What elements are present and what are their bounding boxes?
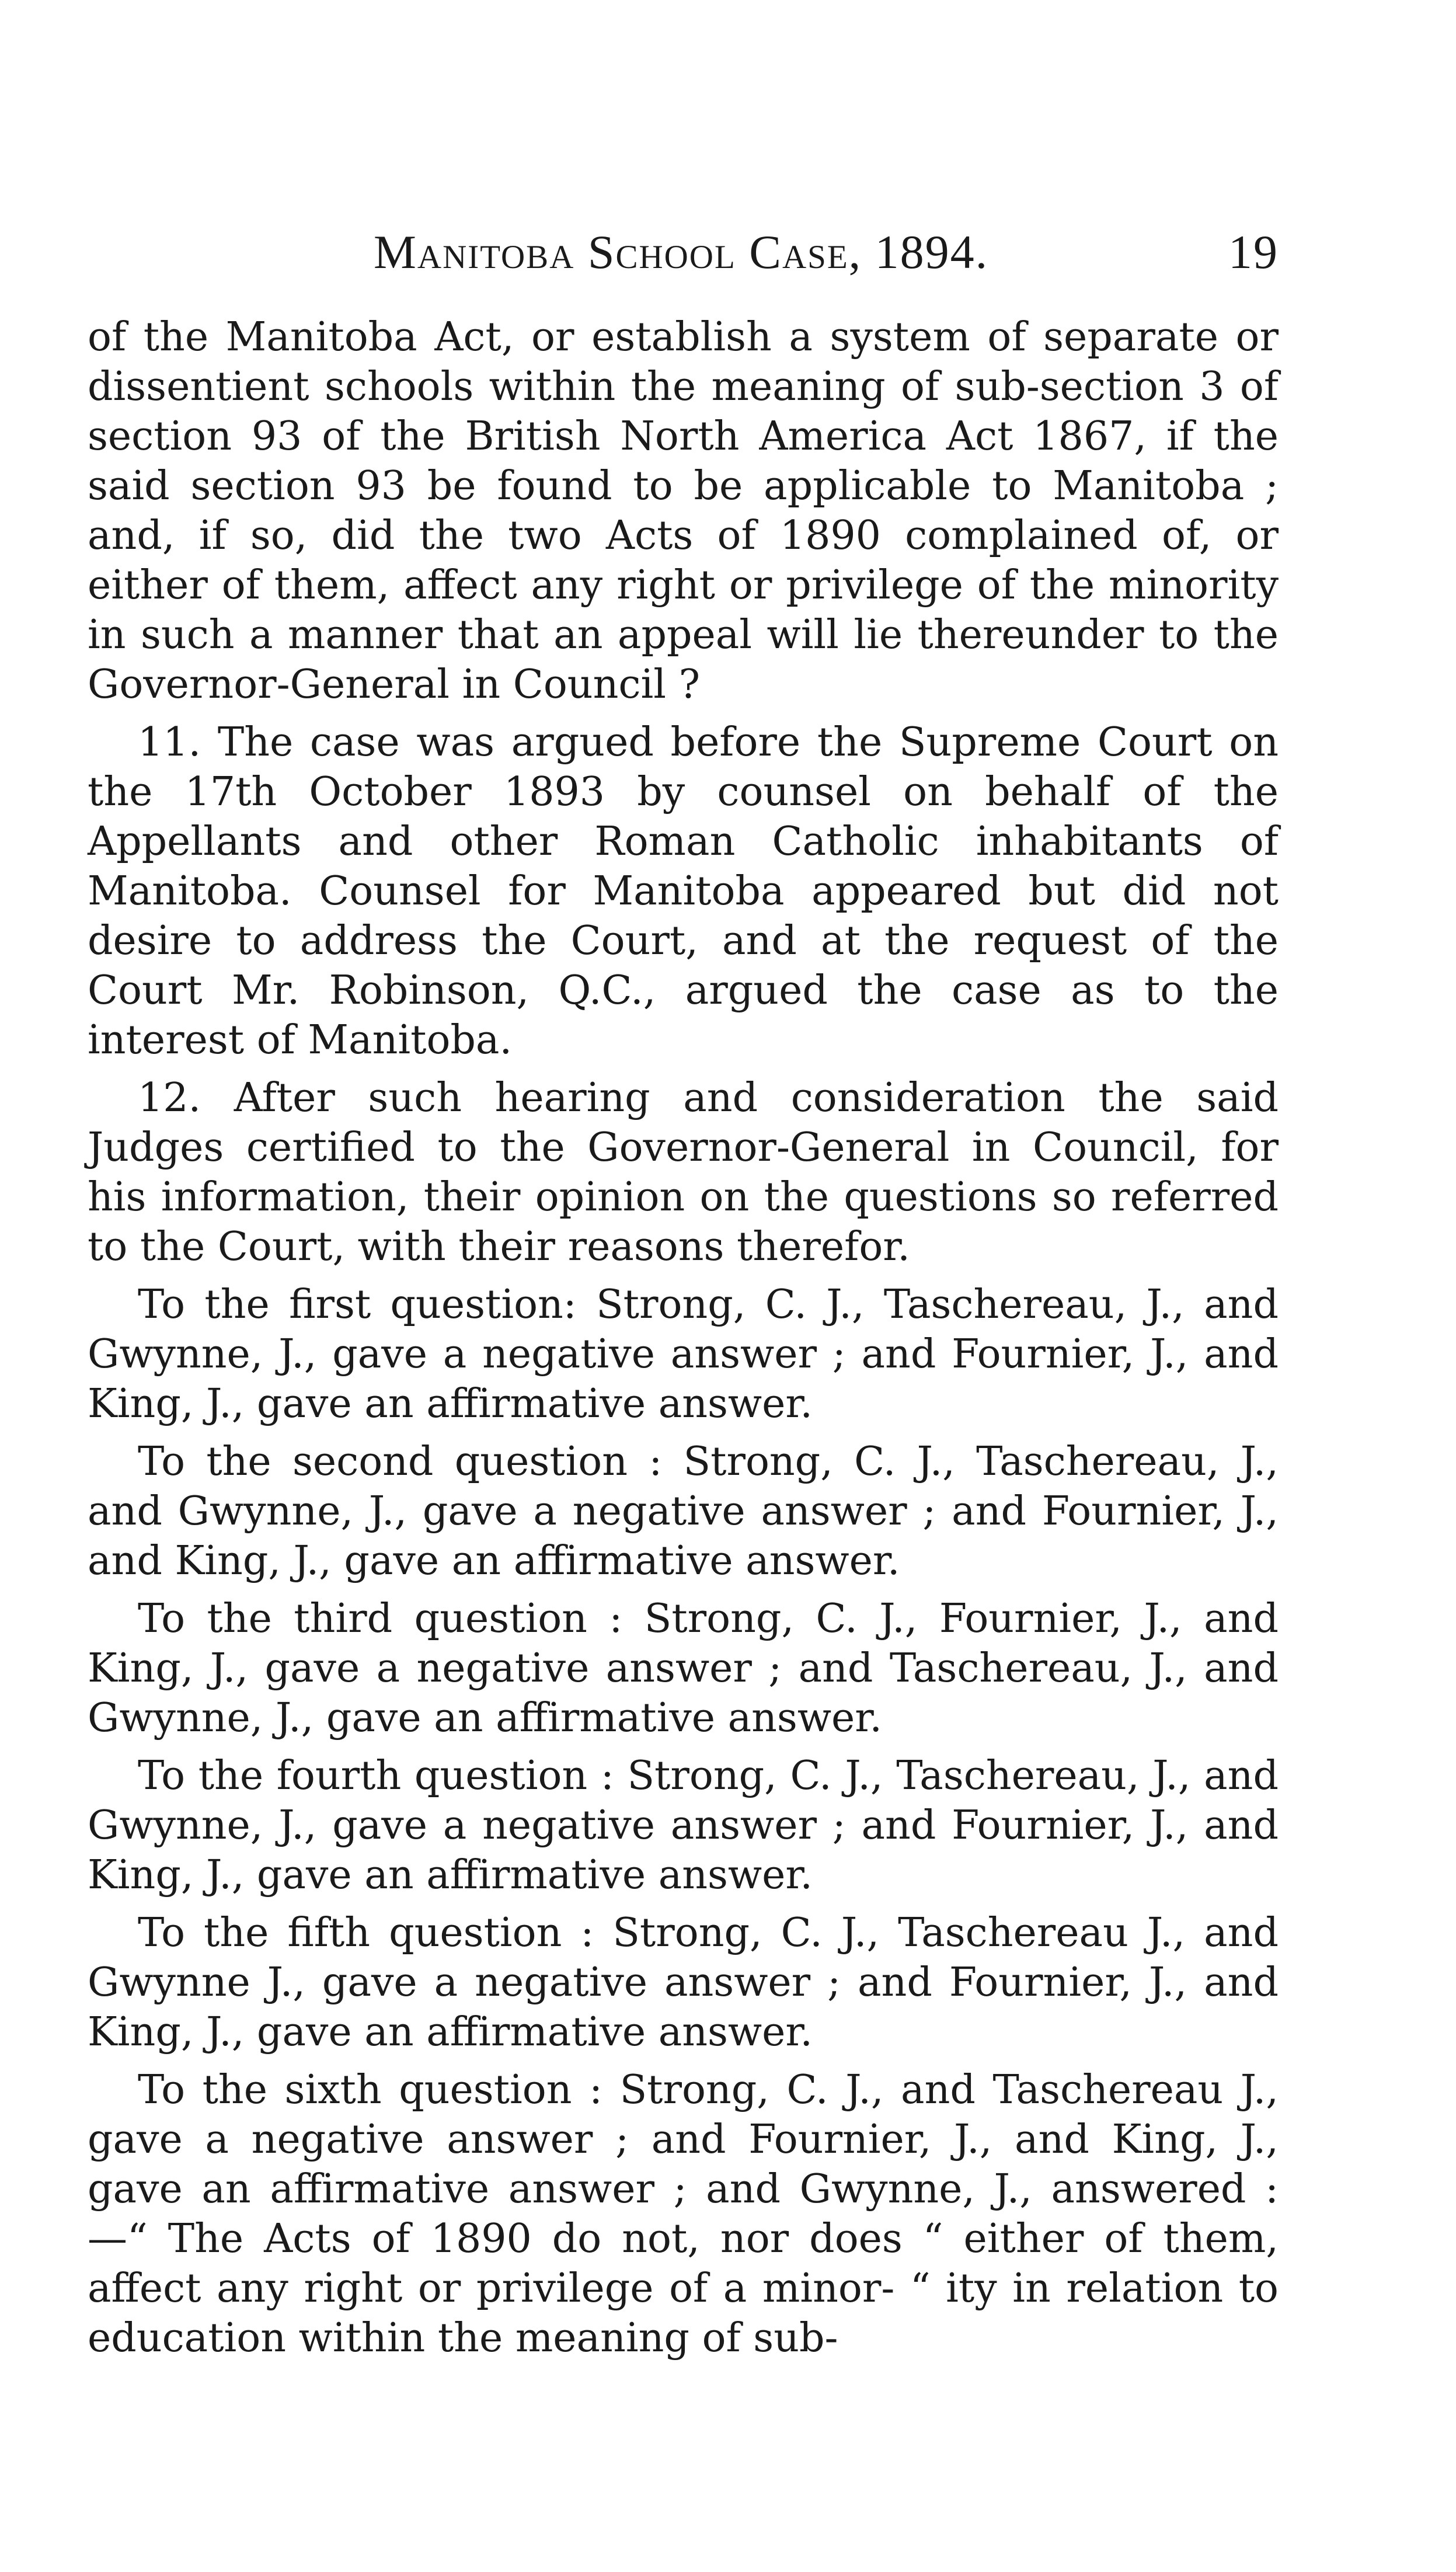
- running-head: [88, 225, 1279, 289]
- second-question-answer: To the second question : Strong, C. J., Taschereau, J., and Gwynne, J., gave a negative answer ; and Fournier, J., and King, J., gave an affirmative answer.: [88, 1439, 1279, 1584]
- running-title: Manitoba School Case, 1894.: [374, 225, 989, 279]
- first-question-answer: To the first question: Strong, C. J., Taschereau, J., and Gwynne, J., gave a negative answer ; and Fournier, J., and King, J., gave an affirmative answer.: [88, 1282, 1279, 1427]
- paragraph-12: 12. After such hearing and consideration the said Judges certified to the Governor-General in Council, for his information, their opinion on the questions so referred to the Court, with their reasons therefor.: [88, 1075, 1279, 1270]
- third-question-answer: To the third question : Strong, C. J., Fournier, J., and King, J., gave a negative answer ; and Taschereau, J., and Gwynne, J., gave an affirmative answer.: [88, 1596, 1279, 1741]
- paragraph-continuation: of the Manitoba Act, or establish a system of separate or dissentient schools within the meaning of sub-section 3 of section 93 of the British North America Act 1867, if the said section 93 be found to be applicable to Manitoba ; and, if so, did the two Acts of 1890 complained of, or either of them, affect any right or privilege of the minority in such a manner that an appeal will lie thereunder to the Governor-General in Council ?: [88, 314, 1279, 708]
- page-number: 19: [1228, 225, 1279, 279]
- fourth-question-answer: To the fourth question : Strong, C. J., Taschereau, J., and Gwynne, J., gave a negative answer ; and Fournier, J., and King, J., gave an affirmative answer.: [88, 1753, 1279, 1898]
- page-content: [88, 225, 1279, 2363]
- sixth-question-answer: To the sixth question : Strong, C. J., and Taschereau J., gave a negative answer ; and Fournier, J., and King, J., gave an affirmative answer ; and Gwynne, J., answered :—“ The Acts of 1890 do not, nor does “ either of them, affect any right or privilege of a minor- “ ity in relation to education within the meaning of sub-: [88, 2067, 1279, 2361]
- body-text: [88, 312, 1279, 2363]
- fifth-question-answer: To the fifth question : Strong, C. J., Taschereau J., and Gwynne J., gave a negative answer ; and Fournier, J., and King, J., gave an affirmative answer.: [88, 1910, 1279, 2055]
- paragraph-11: 11. The case was argued before the Supreme Court on the 17th October 1893 by counsel on behalf of the Appellants and other Roman Catholic inhabitants of Manitoba. Counsel for Manitoba appeared but did not desire to address the Court, and at the request of the Court Mr. Robinson, Q.C., argued the case as to the interest of Manitoba.: [88, 719, 1279, 1063]
